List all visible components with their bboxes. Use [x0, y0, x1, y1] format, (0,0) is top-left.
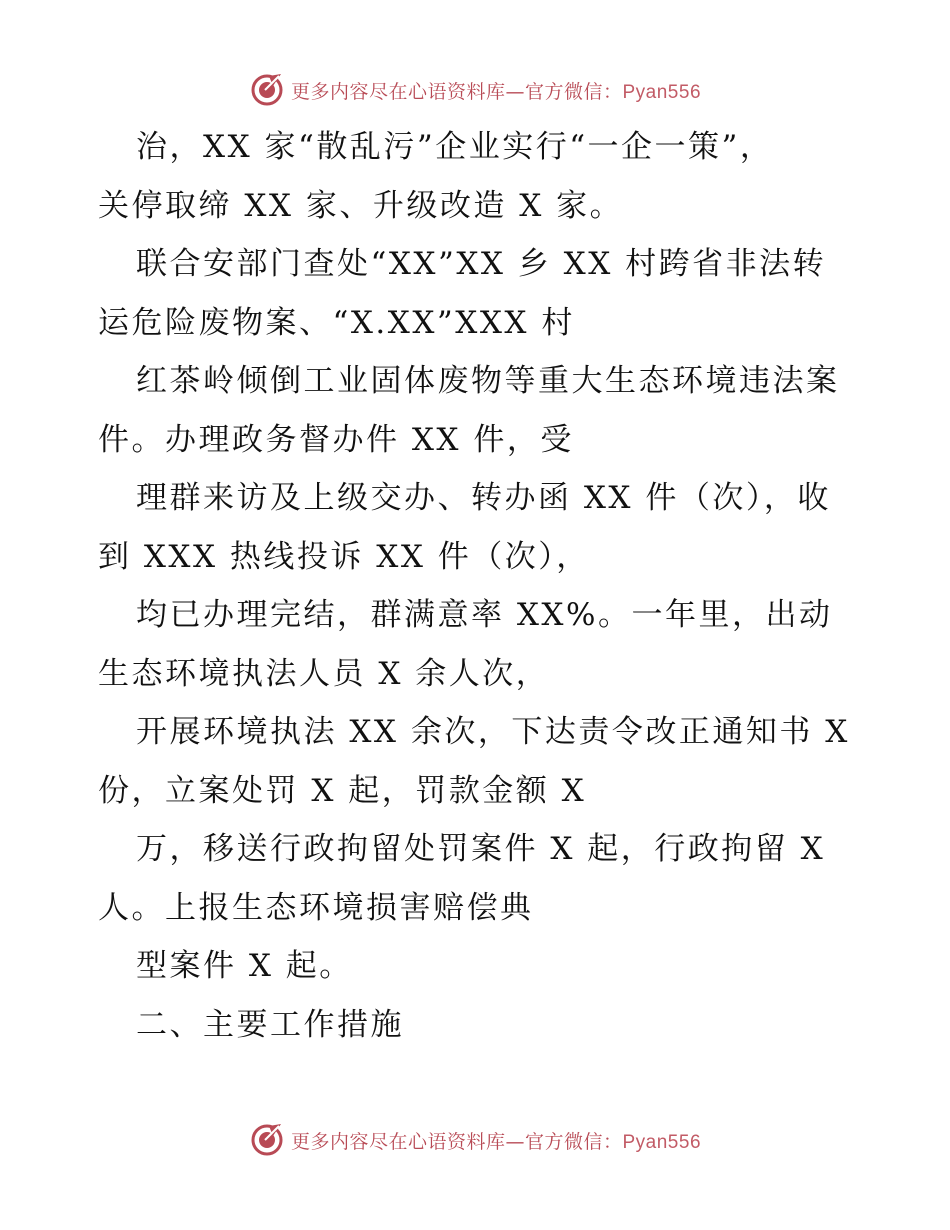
paragraph-line: 联合安部门查处“XX”XX 乡 XX 村跨省非法转 — [136, 246, 827, 282]
paragraph-line: 万，移送行政拘留处罚案件 X 起，行政拘留 X — [136, 831, 826, 867]
paragraph-line: 治，XX 家“散乱污”企业实行“一企一策”， — [136, 129, 774, 165]
paragraph-line: 人。上报生态环境损害赔偿典 — [98, 889, 534, 926]
paragraph-line: 红茶岭倾倒工业固体废物等重大生态环境违法案 — [136, 363, 840, 399]
document-body — [98, 118, 878, 1054]
paragraph-line: 开展环境执法 XX 余次，下达责令改正通知书 X — [136, 714, 850, 750]
paragraph-line: 生态环境执法人员 X 余人次， — [98, 655, 550, 692]
quill-seal-icon — [249, 72, 285, 108]
watermark-text: 更多内容尽在心语资料库—官方微信：Pyan556 — [290, 1130, 702, 1153]
paragraph-line: 件。办理政务督办件 XX 件，受 — [98, 421, 574, 458]
paragraph-line: 理群来访及上级交办、转办函 XX 件（次），收 — [136, 480, 831, 516]
section-heading: 二、主要工作措施 — [136, 1006, 404, 1043]
footer-watermark — [0, 1120, 950, 1160]
watermark-text: 更多内容尽在心语资料库—官方微信：Pyan556 — [290, 80, 702, 103]
paragraph-line: 运危险废物案、“X.XX”XXX 村 — [98, 304, 575, 341]
quill-seal-icon — [249, 1122, 285, 1158]
paragraph-line: 均已办理完结，群满意率 XX%。一年里，出动 — [136, 597, 833, 633]
header-watermark — [0, 70, 950, 110]
paragraph-line: 到 XXX 热线投诉 XX 件（次）， — [98, 538, 590, 575]
paragraph-line: 关停取缔 XX 家、升级改造 X 家。 — [98, 187, 624, 224]
paragraph-line: 型案件 X 起。 — [136, 948, 353, 984]
paragraph-line: 份，立案处罚 X 起，罚款金额 X — [98, 772, 587, 809]
